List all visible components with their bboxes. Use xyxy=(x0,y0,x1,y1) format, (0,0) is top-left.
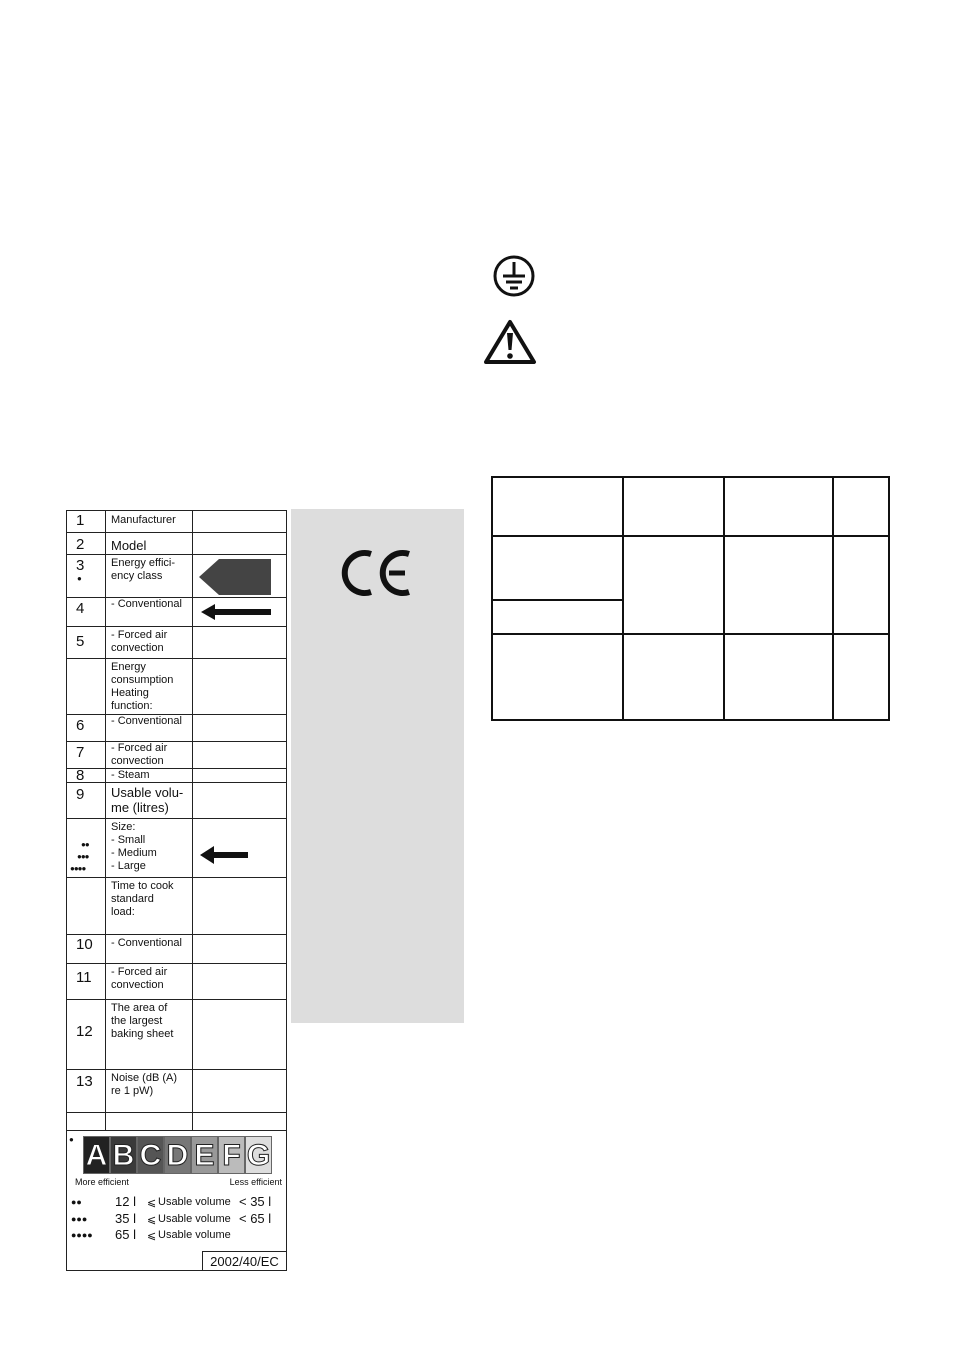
row-description-cell xyxy=(106,1000,193,1069)
table-divider xyxy=(493,599,623,601)
protective-earth-icon xyxy=(492,254,536,298)
row-description: - Steam xyxy=(111,769,150,781)
row-number-cell xyxy=(67,964,106,999)
label-row xyxy=(67,511,286,533)
row-description: Noise (dB (A) re 1 pW) xyxy=(111,1072,178,1097)
row-number-cell xyxy=(67,627,106,658)
arrow-left-icon xyxy=(201,603,273,621)
row-number: 12 xyxy=(76,1023,93,1040)
row-description: Size: - Small - Medium - Large xyxy=(111,821,157,872)
row-description: - Conventional xyxy=(111,715,182,727)
row-value-cell xyxy=(193,1070,286,1112)
row-description-cell xyxy=(106,533,193,554)
row-description-cell xyxy=(106,742,193,768)
row-description-cell xyxy=(106,935,193,963)
label-row xyxy=(67,878,286,935)
row-value-cell xyxy=(193,533,286,554)
row-value-cell xyxy=(193,783,286,818)
volume-dots: ●●● xyxy=(71,1214,88,1224)
row-description-cell xyxy=(106,659,193,714)
volume-lower-bound: 65 l xyxy=(115,1227,136,1242)
usable-volume-text: Usable volume xyxy=(158,1196,231,1208)
class-letter: A xyxy=(83,1136,110,1174)
label-row xyxy=(67,659,286,715)
row-value-cell xyxy=(193,769,286,782)
table-divider xyxy=(493,633,888,635)
label-row xyxy=(67,935,286,964)
row-number-cell xyxy=(67,659,106,714)
row-description-cell xyxy=(106,769,193,782)
warning-triangle-icon xyxy=(482,318,538,366)
row-number: 13 xyxy=(76,1073,93,1090)
label-row xyxy=(67,742,286,769)
row-number-cell xyxy=(67,555,106,597)
more-efficient-label: More efficient xyxy=(75,1177,129,1187)
row-description: - Forced air convection xyxy=(111,629,168,654)
label-row xyxy=(67,783,286,819)
row-number-cell xyxy=(67,935,106,963)
row-number: 4 xyxy=(76,600,85,617)
label-row xyxy=(67,1000,286,1070)
row-description-cell xyxy=(106,878,193,934)
row-number-cell xyxy=(67,878,106,934)
row-number-cell xyxy=(67,1070,106,1112)
usable-volume-text: Usable volume xyxy=(158,1213,231,1225)
label-row xyxy=(67,598,286,627)
table-divider xyxy=(832,478,834,719)
row-number: 2 xyxy=(76,536,85,553)
label-row xyxy=(67,555,286,598)
row-value-cell xyxy=(193,659,286,714)
row-description-cell xyxy=(106,783,193,818)
row-description-cell xyxy=(106,511,193,532)
directive-label: 2002/40/EC xyxy=(202,1251,286,1271)
row-description-cell xyxy=(106,627,193,658)
row-value-cell xyxy=(193,1000,286,1069)
row-description-cell xyxy=(106,715,193,741)
less-or-equal-symbol: ⩽ xyxy=(147,1197,157,1209)
row-number: 3 xyxy=(76,557,85,574)
dot-1: ● xyxy=(77,574,81,583)
row-number: 5 xyxy=(76,633,85,650)
row-value-cell xyxy=(193,742,286,768)
volume-dots: ●●●● xyxy=(71,1230,93,1240)
volume-row xyxy=(71,1194,283,1210)
row-number-cell xyxy=(67,511,106,532)
label-row xyxy=(67,533,286,555)
class-letter: G xyxy=(245,1136,272,1174)
row-value-cell xyxy=(193,627,286,658)
row-number: 1 xyxy=(76,512,85,529)
less-or-equal-symbol: ⩽ xyxy=(147,1214,157,1226)
row-description: - Forced air convection xyxy=(111,742,168,767)
table-divider xyxy=(723,478,725,719)
row-number-cell xyxy=(67,598,106,626)
row-number: 9 xyxy=(76,786,85,803)
row-description-cell xyxy=(106,598,193,626)
arrow-left-icon xyxy=(200,845,250,865)
label-row xyxy=(67,964,286,1000)
volume-upper-bound: < 35 l xyxy=(239,1194,272,1209)
row-description: - Conventional xyxy=(111,598,182,610)
volume-row xyxy=(71,1211,283,1227)
ce-panel xyxy=(291,509,464,1023)
volume-lower-bound: 35 l xyxy=(115,1211,136,1226)
row-description-cell xyxy=(106,1113,193,1130)
volume-lower-bound: 12 l xyxy=(115,1194,136,1209)
row-description: Usable volu- me (litres) xyxy=(111,785,184,815)
row-value-cell xyxy=(193,964,286,999)
row-description: Energy effici- ency class xyxy=(111,557,175,582)
row-number: 11 xyxy=(76,969,92,986)
row-description: The area of the largest baking sheet xyxy=(111,1002,174,1040)
volume-upper-bound: < 65 l xyxy=(239,1211,272,1226)
row-number-cell xyxy=(67,769,106,782)
row-number-cell xyxy=(67,715,106,741)
less-efficient-label: Less efficient xyxy=(229,1177,282,1187)
energy-label xyxy=(66,510,287,1271)
label-row xyxy=(67,1113,286,1131)
row-number-cell xyxy=(67,1113,106,1130)
class-letter: C xyxy=(137,1136,164,1174)
row-description-cell xyxy=(106,964,193,999)
row-description-cell xyxy=(106,819,193,877)
row-number-cell xyxy=(67,783,106,818)
size-dots: ●●● xyxy=(77,852,89,861)
row-number-cell xyxy=(67,1000,106,1069)
row-value-cell xyxy=(193,1113,286,1130)
size-dots: ●●●● xyxy=(70,864,86,873)
row-description-cell xyxy=(106,555,193,597)
row-value-cell xyxy=(193,935,286,963)
spec-table xyxy=(491,476,890,721)
row-value-cell xyxy=(193,511,286,532)
label-row xyxy=(67,1070,286,1113)
label-row xyxy=(67,769,286,783)
label-row xyxy=(67,715,286,742)
row-description: Time to cook standard load: xyxy=(111,880,174,918)
row-value-cell xyxy=(193,715,286,741)
row-description-cell xyxy=(106,1070,193,1112)
row-number: 6 xyxy=(76,717,85,734)
row-number: 7 xyxy=(76,744,85,761)
class-letter: E xyxy=(191,1136,218,1174)
class-arrow-icon xyxy=(199,559,273,595)
row-number: 10 xyxy=(76,936,93,953)
row-value-cell xyxy=(193,878,286,934)
volume-dots: ●● xyxy=(71,1197,82,1207)
label-row xyxy=(67,819,286,878)
less-or-equal-symbol: ⩽ xyxy=(147,1230,157,1242)
class-letter: B xyxy=(110,1136,137,1174)
dot-1: ● xyxy=(69,1135,73,1144)
usable-volume-text: Usable volume xyxy=(158,1229,231,1241)
size-dots: ●● xyxy=(81,840,89,849)
ce-mark-icon xyxy=(339,545,417,601)
row-description: Manufacturer xyxy=(111,514,176,526)
row-description: - Forced air convection xyxy=(111,966,168,991)
row-description: - Conventional xyxy=(111,937,182,949)
label-row xyxy=(67,627,286,659)
table-divider xyxy=(493,535,888,537)
row-number-cell xyxy=(67,742,106,768)
row-number-cell xyxy=(67,533,106,554)
row-description: Energy consumption Heating function: xyxy=(111,661,174,712)
row-number: 8 xyxy=(76,767,85,784)
class-letter: D xyxy=(164,1136,191,1174)
class-letter: F xyxy=(218,1136,245,1174)
volume-row xyxy=(71,1227,283,1243)
row-description: Model xyxy=(111,538,147,553)
